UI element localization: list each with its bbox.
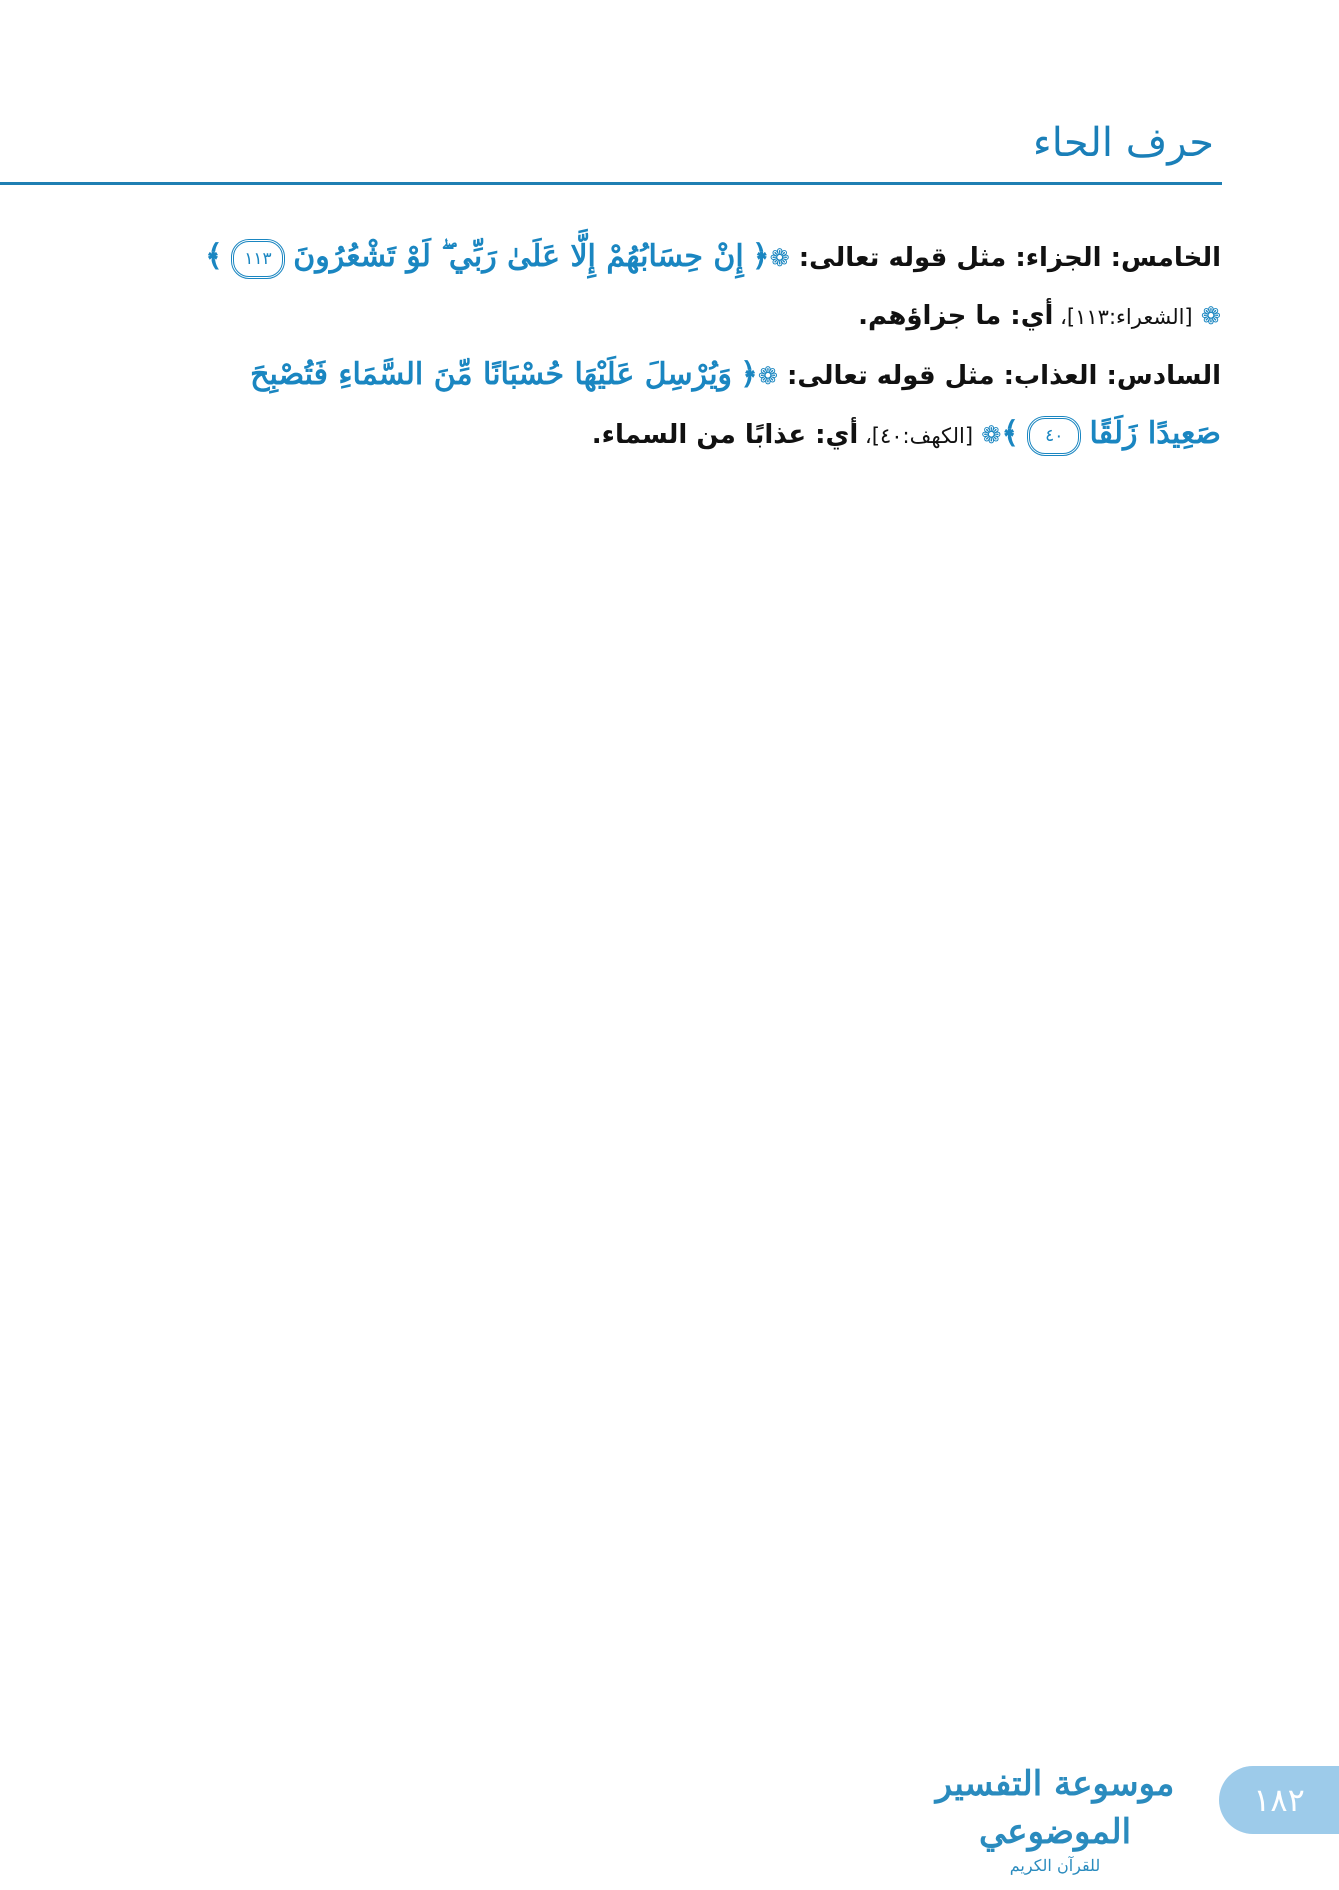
entry-lead: الخامس: الجزاء: مثل قوله تعالى: — [789, 243, 1221, 273]
verse-number-badge: ١١٣ — [231, 239, 285, 279]
entry-fifth — [201, 228, 1221, 346]
ornament-close-icon: ❁ — [1200, 302, 1221, 330]
ornament-open-icon: ❁ — [769, 244, 790, 272]
verse-reference: [الشعراء:١١٣]، — [1053, 305, 1193, 329]
section-title: حرف الحاء — [1032, 120, 1214, 166]
ornament-close-icon: ❁ — [981, 421, 1002, 449]
header-divider — [0, 182, 1222, 185]
verse-number-badge: ٤٠ — [1027, 416, 1081, 456]
bracket-close: ﴾ — [205, 239, 223, 274]
ornament-open-icon: ❁ — [757, 362, 778, 390]
entry-lead: السادس: العذاب: مثل قوله تعالى: — [777, 361, 1221, 391]
bracket-open: ﴿ — [752, 239, 770, 274]
logo-subtitle: للقرآن الكريم — [1009, 1856, 1101, 1875]
bracket-close: ﴾ — [1001, 416, 1019, 451]
entry-explanation: أي: ما جزاؤهم. — [858, 301, 1054, 331]
entry-explanation: أي: عذابًا من السماء. — [591, 420, 859, 450]
encyclopedia-logo — [910, 1760, 1200, 1875]
bracket-open: ﴿ — [740, 357, 758, 392]
page-number-badge: ١٨٢ — [1219, 1766, 1339, 1834]
main-content — [201, 228, 1221, 465]
logo-title: موسوعة التفسير الموضوعي — [935, 1764, 1175, 1852]
verse-reference: [الكهف:٤٠]، — [858, 424, 974, 448]
quran-verse: إِنْ حِسَابُهُمْ إِلَّا عَلَىٰ رَبِّي ۖ لَوْ تَشْعُرُونَ — [293, 239, 744, 274]
quran-verse: وَيُرْسِلَ عَلَيْهَا حُسْبَانًا مِّنَ السَّمَاءِ فَتُصْبِحَ صَعِيدًا زَلَقًا — [250, 357, 1221, 451]
entry-sixth — [201, 346, 1221, 465]
